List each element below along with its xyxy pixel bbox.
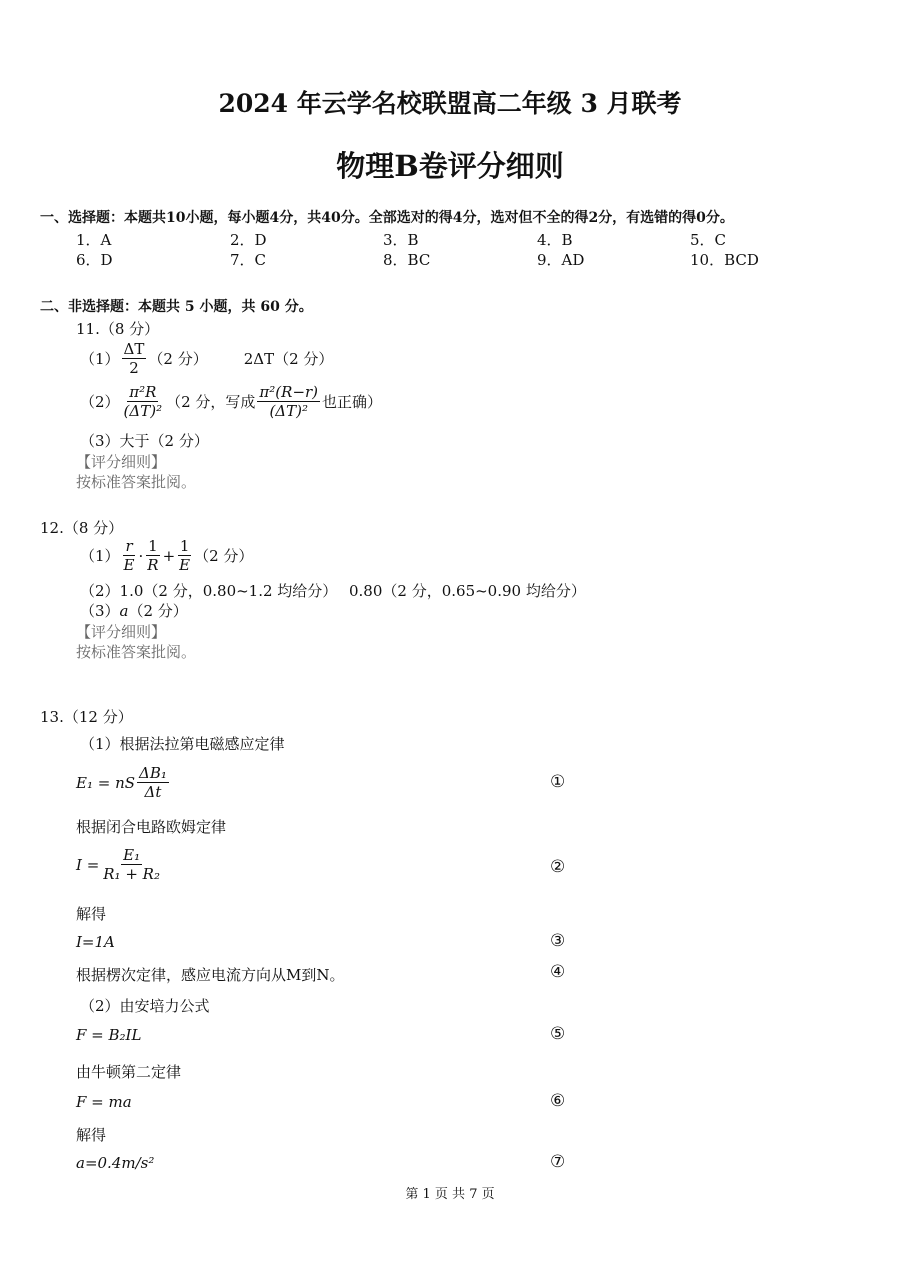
- page-footer: 第 1 页 共 7 页: [405, 1187, 495, 1202]
- q11-p2-num: π²R: [129, 383, 157, 401]
- q12-p1-frac3: [177, 537, 192, 574]
- q11-label: 11.（8 分）: [76, 320, 160, 338]
- q11-p2-prefix: （2）: [80, 393, 120, 411]
- q13-eq5: F = B₂IL: [76, 1026, 142, 1044]
- q11-p2-note-b: 也正确）: [322, 393, 383, 411]
- q12-p1-f2-den: R: [147, 556, 159, 574]
- q13-eq7: a=0.4m/s²: [76, 1154, 155, 1172]
- q12-p1-frac1: [122, 537, 137, 574]
- q13-step7: 解得: [76, 1126, 107, 1144]
- q12-p1-score: （2 分）: [194, 547, 254, 565]
- q13-eq2: [76, 846, 164, 883]
- q13-mark-6: ⑥: [550, 1091, 566, 1111]
- q11-p2-den: (ΔT)²: [123, 402, 163, 420]
- q13-step5: （2）由安培力公式: [80, 997, 210, 1015]
- section1-heading: 一、选择题：本题共10小题，每小题4分，共40分。全部选对的得4分，选对但不全的得2分，有选错的得0分。: [40, 210, 734, 226]
- q12-p1-dot: ·: [138, 546, 144, 565]
- q12-p3-prefix: （3）: [80, 602, 120, 620]
- q11-p2-note-a: （2 分，写成: [166, 393, 256, 411]
- answer-3: 3．B: [383, 231, 419, 249]
- q12-p1-f3-num: 1: [179, 537, 190, 555]
- q13-step1: （1）根据法拉第电磁感应定律: [80, 735, 285, 753]
- q13-step3: 解得: [76, 905, 107, 923]
- q12-p1-f3-den: E: [179, 556, 191, 574]
- answer-4: 4．B: [537, 231, 573, 249]
- q11-p1-second-score: （2 分）: [274, 350, 334, 368]
- q11-p1-fraction: [122, 340, 147, 377]
- q13-mark-2: ②: [550, 857, 566, 877]
- q13-eq1-lhs: E₁ = nS: [76, 773, 136, 792]
- q11-part1: [80, 340, 333, 377]
- q12-rule-title: 【评分细则】: [76, 623, 167, 641]
- q12-part2a: （2）1.0（2 分，0.80~1.2 均给分）: [80, 582, 338, 600]
- q12-p1-frac2: [145, 537, 160, 574]
- section2-heading: 二、非选择题：本题共 5 小题，共 60 分。: [40, 299, 313, 315]
- q12-p3-var: a: [119, 602, 129, 620]
- q11-p2-alt-num: π²(R−r): [259, 383, 319, 401]
- q13-mark-7: ⑦: [550, 1152, 566, 1172]
- q11-p1-second: 2ΔT: [243, 349, 275, 368]
- q13-eq2-den: R₁ + R₂: [103, 865, 160, 883]
- q13-eq1-num: ΔB₁: [139, 764, 167, 782]
- q11-p2-alt-den: (ΔT)²: [269, 402, 308, 420]
- q11-p1-num: ΔT: [123, 340, 145, 358]
- answer-10: 10．BCD: [690, 251, 759, 269]
- q13-step4: 根据楞次定律，感应电流方向从M到N。: [76, 966, 345, 984]
- q12-part1: [80, 537, 253, 574]
- answer-7: 7．C: [230, 251, 267, 269]
- q12-p1-plus: +: [162, 546, 176, 565]
- answer-1: 1．A: [76, 231, 112, 249]
- q13-mark-5: ⑤: [550, 1024, 566, 1044]
- q13-eq3: I=1A: [76, 933, 115, 951]
- q13-eq1-den: Δt: [144, 783, 162, 801]
- q12-p1-f1-num: r: [125, 537, 133, 555]
- q11-rule-title: 【评分细则】: [76, 453, 167, 471]
- answer-6: 6．D: [76, 251, 113, 269]
- q11-p1-prefix: （1）: [80, 350, 120, 368]
- q11-p1-score: （2 分）: [148, 350, 208, 368]
- q13-eq2-lhs: I =: [76, 855, 100, 874]
- q13-eq1: [76, 764, 171, 801]
- q12-part2b: 0.80（2 分，0.65~0.90 均给分）: [349, 582, 586, 600]
- answer-5: 5．C: [690, 231, 727, 249]
- page-title: 2024 年云学名校联盟高二年级 3 月联考: [218, 89, 682, 118]
- q12-part3: [80, 600, 188, 621]
- q11-rule-text: 按标准答案批阅。: [76, 473, 197, 491]
- q12-rule-text: 按标准答案批阅。: [76, 643, 197, 661]
- q12-p1-f1-den: E: [123, 556, 135, 574]
- q13-step6: 由牛顿第二定律: [76, 1063, 182, 1081]
- q11-p1-den: 2: [129, 359, 139, 377]
- q12-p3-score: （2 分）: [128, 602, 188, 620]
- q11-p2-fraction: [122, 383, 165, 420]
- q12-p1-prefix: （1）: [80, 547, 120, 565]
- q13-eq2-fraction: [101, 846, 162, 883]
- q11-p2-alt-fraction: [257, 383, 320, 420]
- q12-p1-f2-num: 1: [148, 537, 158, 555]
- q11-part3: （3）大于（2 分）: [80, 432, 209, 450]
- q13-mark-3: ③: [550, 931, 566, 951]
- answer-8: 8．BC: [383, 251, 431, 269]
- q11-part2: [80, 383, 382, 420]
- answer-2: 2．D: [230, 231, 267, 249]
- q13-mark-1: ①: [550, 772, 566, 792]
- q12-label: 12.（8 分）: [40, 519, 124, 537]
- q13-eq2-num: E₁: [123, 846, 141, 864]
- answer-9: 9．AD: [537, 251, 585, 269]
- q13-eq1-fraction: [137, 764, 169, 801]
- page-subtitle: 物理B卷评分细则: [336, 149, 564, 183]
- q13-label: 13.（12 分）: [40, 708, 133, 726]
- q13-step2: 根据闭合电路欧姆定律: [76, 818, 227, 836]
- q13-eq6: F = ma: [76, 1093, 132, 1111]
- q13-mark-4: ④: [550, 962, 566, 982]
